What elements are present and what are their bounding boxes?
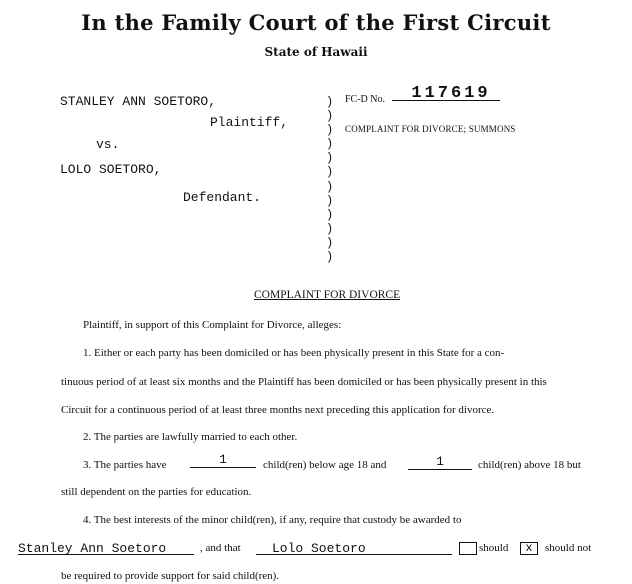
paragraph-3-part-1: 3. The parties have: [83, 459, 167, 471]
paragraph-4-line-3: be required to provide support for said child(ren).: [61, 570, 280, 582]
paragraph-1-line-2: tinuous period of at least six months and the Plaintiff has been domiciled or has been physically present in this: [61, 376, 547, 388]
document-title: COMPLAINT FOR DIVORCE; SUMMONS: [345, 124, 516, 134]
caption-brackets: ) ) ) ) ) ) ) ) ) ) ) ): [326, 95, 334, 265]
adult-children-count: 1: [408, 455, 472, 470]
versus-label: vs.: [96, 137, 120, 152]
court-title: In the Family Court of the First Circuit: [81, 10, 551, 35]
state-title: State of Hawaii: [264, 45, 368, 59]
custodian-underline: [18, 554, 194, 555]
paragraph-1-line-1: 1. Either or each party has been domiciled or has been physically present in this State for a con-: [83, 347, 505, 359]
plaintiff-name: STANLEY ANN SOETORO,: [60, 94, 217, 109]
complaint-heading: COMPLAINT FOR DIVORCE: [254, 289, 401, 301]
paragraph-3-part-3: child(ren) above 18 but: [478, 459, 581, 471]
intro-text: Plaintiff, in support of this Complaint for Divorce, alleges:: [83, 319, 342, 331]
plaintiff-role: Plaintiff,: [210, 115, 289, 130]
should-not-label: should not: [545, 542, 592, 554]
paragraph-3-part-2: child(ren) below age 18 and: [263, 459, 387, 471]
paragraph-4-line-1: 4. The best interests of the minor child(ren), if any, require that custody be awarded to: [83, 514, 462, 526]
defendant-name: LOLO SOETORO,: [60, 162, 162, 177]
support-party-name: Lolo Soetoro: [272, 541, 366, 556]
paragraph-3-line-2: still dependent on the parties for education.: [61, 486, 252, 498]
should-not-checkbox: x: [520, 542, 538, 555]
fc-number-underline: [392, 100, 500, 101]
fc-number-value: 117619: [411, 84, 491, 103]
and-that-text: , and that: [200, 542, 241, 554]
custodian-name: Stanley Ann Soetoro: [18, 541, 167, 556]
paragraph-2: 2. The parties are lawfully married to each other.: [83, 431, 298, 443]
defendant-role: Defendant.: [183, 190, 262, 205]
support-party-underline: [256, 554, 452, 555]
minor-children-count: 1: [190, 453, 256, 468]
should-label: should: [479, 542, 509, 554]
should-checkbox: [459, 542, 477, 555]
paragraph-1-line-3: Circuit for a continuous period of at least three months next preceding this application for divorce.: [61, 404, 495, 416]
fc-number-label: FC-D No.: [345, 94, 386, 105]
